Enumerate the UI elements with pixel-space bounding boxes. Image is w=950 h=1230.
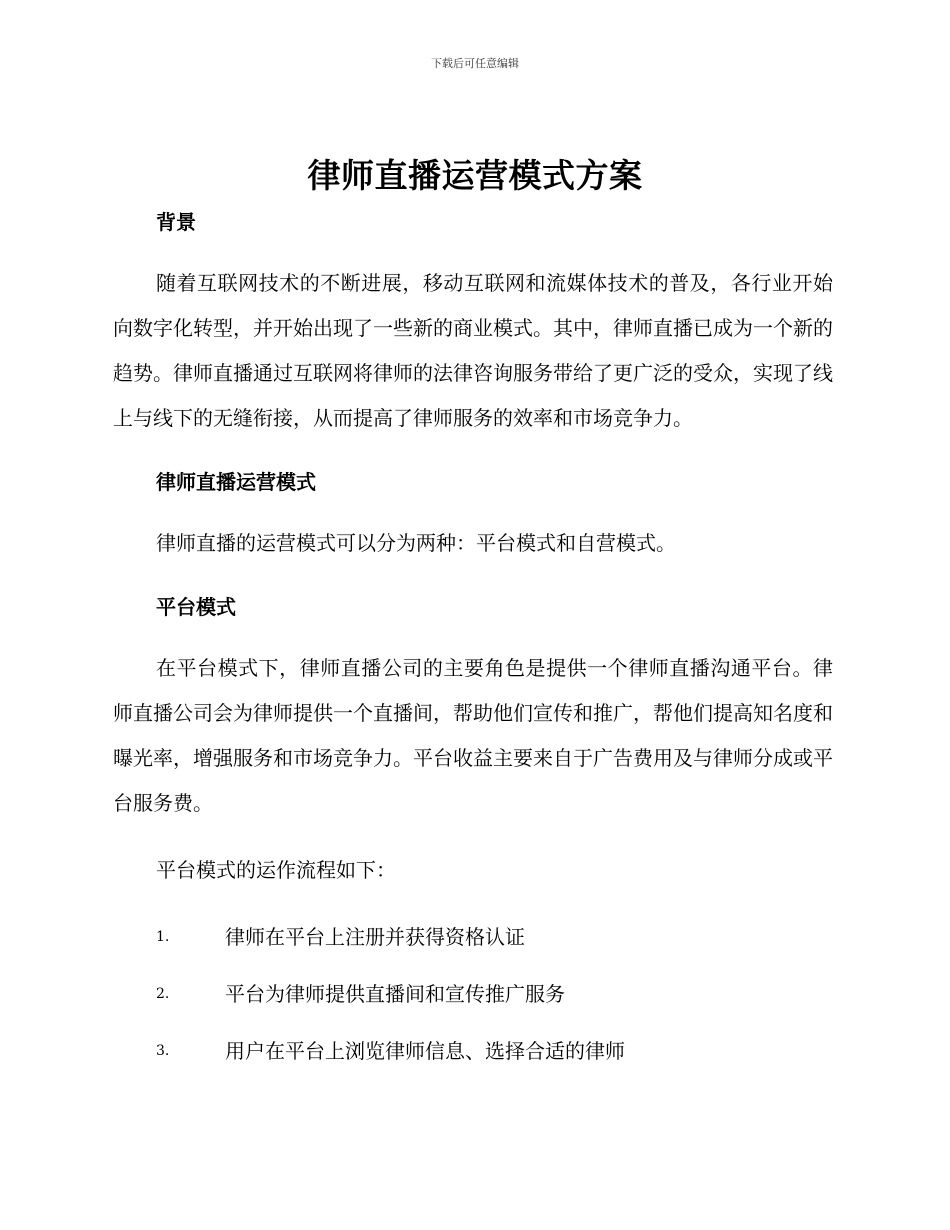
mode-paragraph: 律师直播的运营模式可以分为两种：平台模式和自营模式。 (156, 531, 676, 555)
list-text: 平台为律师提供直播间和宣传推广服务 (225, 982, 565, 1006)
list-item (113, 972, 833, 1017)
document-title: 律师直播运营模式方案 (307, 156, 643, 195)
section-heading-background: 背景 (156, 210, 196, 234)
list-number: 3. (156, 1043, 170, 1059)
document-body (113, 205, 833, 1074)
platform-paragraph: 在平台模式下，律师直播公司的主要角色是提供一个律师直播沟通平台。律师直播公司会为律师提供一个直播间，帮助他们宣传和推广，帮他们提高知名度和曝光率，增强服务和市场竞争力。平台收益主要来自于广告费用及与律师分成或平台服务费。 (113, 656, 833, 815)
list-number: 1. (156, 929, 170, 945)
list-text: 用户在平台上浏览律师信息、选择合适的律师 (225, 1039, 625, 1063)
list-item (113, 1029, 833, 1074)
header-note: 下载后可任意编辑 (431, 57, 519, 70)
list-item (113, 915, 833, 960)
list-number: 2. (156, 986, 170, 1002)
section-heading-platform: 平台模式 (156, 595, 236, 619)
section-heading-mode: 律师直播运营模式 (156, 470, 316, 494)
background-paragraph: 随着互联网技术的不断进展，移动互联网和流媒体技术的普及，各行业开始向数字化转型，并开始出现了一些新的商业模式。其中，律师直播已成为一个新的趋势。律师直播通过互联网将律师的法律咨询服务带给了更广泛的受众，实现了线上与线下的无缝衔接，从而提高了律师服务的效率和市场竞争力。 (113, 271, 833, 430)
flow-intro: 平台模式的运作流程如下： (156, 858, 396, 882)
list-text: 律师在平台上注册并获得资格认证 (225, 925, 525, 949)
